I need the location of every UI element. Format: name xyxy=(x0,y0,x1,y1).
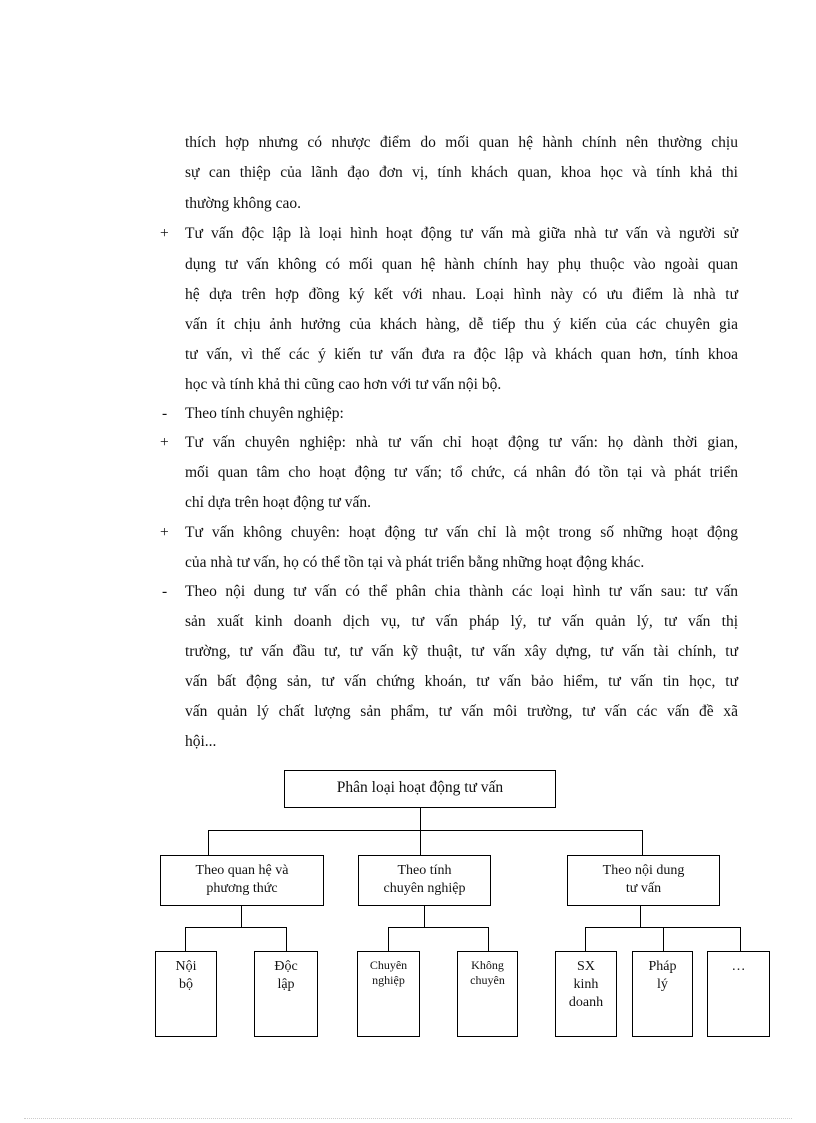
group-label-line: chuyên nghiệp xyxy=(383,881,466,896)
text-line: hệ dựa trên hợp đồng ký kết với nhau. Loại hình này có ưu điểm là nhà tư xyxy=(185,286,738,303)
leaf-node-independent xyxy=(254,951,318,1037)
text-line: của nhà tư vấn, họ có thể tồn tại và phát triển bằng những hoạt động khác. xyxy=(185,554,645,571)
text-line: mối quan tâm cho hoạt động tư vấn; tổ chức, cá nhân đó tồn tại và phát triển xyxy=(185,464,738,481)
group-label-line: tư vấn xyxy=(625,881,662,896)
text-line: Tư vấn độc lập là loại hình hoạt động tư vấn mà giữa nhà tư vấn và người sử xyxy=(185,225,738,242)
text-line: Tư vấn chuyên nghiệp: nhà tư vấn chỉ hoạt động tư vấn: họ dành thời gian, xyxy=(185,434,738,451)
group-node-content xyxy=(567,855,720,906)
page-bottom-rule xyxy=(24,1118,792,1119)
leaf-label-line: nghiệp xyxy=(372,973,405,987)
group-node-relationship xyxy=(160,855,324,906)
text-line: dụng tư vấn không có mối quan hệ hành chính hay phụ thuộc vào ngoài quan xyxy=(185,256,738,273)
connector-line xyxy=(488,927,489,952)
text-line: Tư vấn không chuyên: hoạt động tư vấn chỉ là một trong số những hoạt động xyxy=(185,524,738,541)
connector-line xyxy=(740,927,741,952)
list-marker-plus: + xyxy=(160,225,169,242)
leaf-label-line: … xyxy=(731,959,746,974)
leaf-node-business xyxy=(555,951,617,1037)
leaf-node-internal xyxy=(155,951,217,1037)
leaf-label-line: chuyên xyxy=(470,973,505,987)
connector-line xyxy=(424,905,425,928)
leaf-label-line: bộ xyxy=(179,977,193,992)
leaf-node-professional xyxy=(357,951,420,1037)
list-marker-dash: - xyxy=(162,405,168,422)
text-line: thường không cao. xyxy=(185,195,302,212)
leaf-label-line: lập xyxy=(277,977,295,992)
connector-line xyxy=(208,830,209,855)
text-line: trường, tư vấn đầu tư, tư vấn kỹ thuật, tư vấn xây dựng, tư vấn tài chính, tư xyxy=(185,643,738,660)
connector-line xyxy=(642,830,643,855)
leaf-label-line: Không xyxy=(471,958,504,972)
leaf-label-line: SX xyxy=(577,959,595,974)
text-line: vấn bất động sản, tư vấn chứng khoán, tư vấn bảo hiểm, tư vấn tin học, tư xyxy=(185,673,738,690)
text-line: vấn ít chịu ảnh hưởng của khách hàng, dễ tiếp thu ý kiến của các chuyên gia xyxy=(185,316,738,333)
connector-line xyxy=(640,905,641,928)
text-line: chỉ dựa trên hoạt động tư vấn. xyxy=(185,494,371,511)
leaf-node-non-professional xyxy=(457,951,518,1037)
text-line: Theo tính chuyên nghiệp: xyxy=(185,405,344,422)
connector-line xyxy=(388,927,488,928)
group-label-line: Theo nội dung xyxy=(602,863,685,878)
text-line: Theo nội dung tư vấn có thể phân chia thành các loại hình tư vấn sau: tư vấn xyxy=(185,583,738,600)
connector-line xyxy=(663,927,664,952)
text-line: sự can thiệp của lãnh đạo đơn vị, tính khách quan, khoa học và tính khả thi xyxy=(185,164,738,181)
text-line: thích hợp nhưng có nhược điểm do mối quan hệ hành chính nên thường chịu xyxy=(185,134,738,151)
leaf-label-line: kinh xyxy=(573,977,599,992)
leaf-node-legal xyxy=(632,951,693,1037)
leaf-label-line: Độc xyxy=(274,959,298,974)
text-line: học và tính khả thi cũng cao hơn với tư vấn nội bộ. xyxy=(185,376,502,393)
group-label-line: phương thức xyxy=(206,881,278,896)
connector-line xyxy=(185,927,286,928)
root-node-label: Phân loại hoạt động tư vấn xyxy=(336,779,504,796)
text-line: sản xuất kinh doanh dịch vụ, tư vấn pháp lý, tư vấn quản lý, tư vấn thị xyxy=(185,613,738,630)
list-marker-plus: + xyxy=(160,524,169,541)
leaf-node-more xyxy=(707,951,770,1037)
root-node xyxy=(284,770,556,808)
connector-line xyxy=(420,830,421,855)
leaf-label-line: Pháp xyxy=(648,959,677,974)
connector-line xyxy=(241,905,242,928)
connector-line xyxy=(420,807,421,831)
leaf-label-line: Nội xyxy=(175,959,197,974)
connector-line xyxy=(585,927,586,952)
leaf-label-line: doanh xyxy=(568,995,604,1010)
group-node-professionalism xyxy=(358,855,491,906)
text-line: hội... xyxy=(185,733,217,750)
text-line: tư vấn, vì thế các ý kiến tư vấn đưa ra độc lập và khách quan hơn, tính khoa xyxy=(185,346,738,363)
leaf-label-line: Chuyên xyxy=(369,958,408,972)
group-label-line: Theo quan hệ và xyxy=(195,863,289,878)
connector-line xyxy=(208,830,642,831)
group-label-line: Theo tính xyxy=(397,863,452,878)
connector-line xyxy=(388,927,389,952)
list-marker-plus: + xyxy=(160,434,169,451)
connector-line xyxy=(286,927,287,952)
text-line: vấn quản lý chất lượng sản phẩm, tư vấn môi trường, tư vấn các vấn đề xã xyxy=(185,703,738,720)
list-marker-dash: - xyxy=(162,583,168,600)
leaf-label-line: lý xyxy=(657,977,668,992)
connector-line xyxy=(185,927,186,952)
